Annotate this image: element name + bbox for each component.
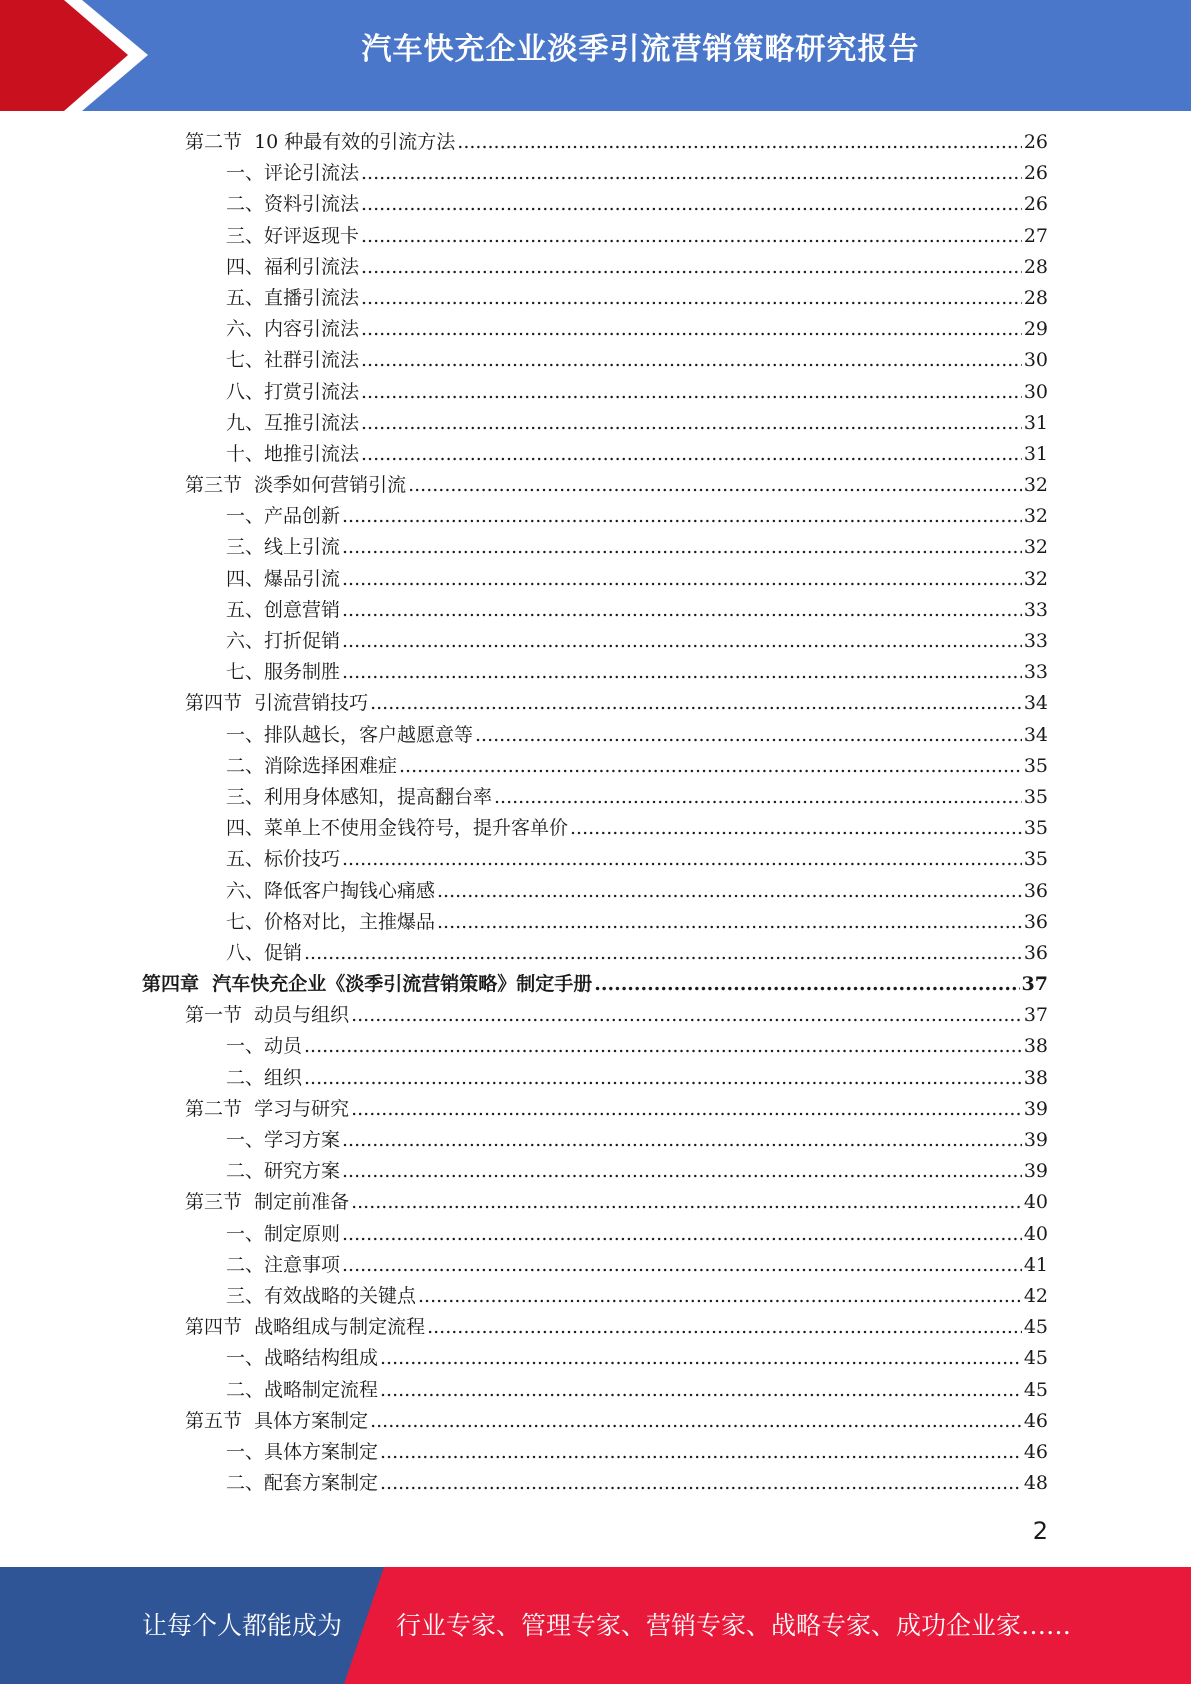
toc-leader-dots [304, 1067, 1022, 1089]
toc-entry-label: 二、战略制定流程 [226, 1378, 379, 1401]
toc-entry-page: 46 [1023, 1440, 1048, 1463]
toc-entry-page: 38 [1023, 1035, 1048, 1058]
toc-entry[interactable] [0, 283, 1048, 314]
toc-entry-page: 29 [1023, 318, 1048, 341]
toc-entry-page: 30 [1023, 349, 1048, 372]
toc-entry-page: 45 [1023, 1347, 1048, 1370]
footer-slogan-left: 让每个人都能成为 [142, 1611, 343, 1640]
toc-entry[interactable] [0, 1343, 1048, 1374]
toc-leader-dots [361, 287, 1022, 309]
toc-entry[interactable] [0, 189, 1048, 220]
toc-entry-label: 第一节 动员与组织 [185, 1004, 350, 1027]
toc-entry-label: 一、学习方案 [226, 1129, 341, 1151]
toc-entry-label: 八、促销 [226, 941, 303, 964]
toc-entry-label: 二、资料引流法 [226, 193, 360, 216]
toc-leader-dots [380, 1472, 1022, 1494]
toc-entry-label: 九、互推引流法 [226, 411, 360, 434]
toc-leader-dots [342, 848, 1022, 870]
toc-entry-page: 32 [1023, 474, 1048, 497]
toc-entry-page: 27 [1023, 224, 1048, 247]
toc-entry-label: 四、爆品引流 [226, 567, 341, 590]
toc-entry-page: 26 [1023, 131, 1048, 153]
toc-leader-dots [408, 474, 1022, 496]
toc-entry[interactable] [0, 782, 1048, 813]
toc-entry[interactable] [0, 1437, 1048, 1468]
toc-leader-dots [304, 1035, 1022, 1057]
toc-entry-page: 48 [1023, 1472, 1048, 1495]
toc-entry[interactable] [0, 813, 1048, 844]
toc-leader-dots [570, 817, 1022, 839]
toc-leader-dots [437, 911, 1022, 933]
toc-entry-label: 二、注意事项 [226, 1253, 341, 1276]
toc-entry[interactable] [0, 938, 1048, 969]
toc-entry-label: 十、地推引流法 [226, 442, 360, 465]
toc-entry-page: 40 [1023, 1222, 1048, 1245]
toc-entry[interactable] [0, 1156, 1048, 1187]
toc-entry[interactable] [0, 377, 1048, 408]
toc-entry[interactable] [0, 1187, 1048, 1218]
toc-leader-dots [418, 1285, 1022, 1307]
toc-leader-dots [361, 256, 1022, 278]
toc-entry[interactable] [0, 127, 1048, 158]
toc-entry-label: 三、有效战略的关键点 [226, 1284, 417, 1307]
toc-entry[interactable] [0, 1250, 1048, 1281]
toc-leader-dots [351, 1004, 1022, 1026]
toc-entry-label: 二、消除选择困难症 [226, 754, 398, 777]
toc-entry-page: 36 [1023, 910, 1048, 933]
toc-entry[interactable] [0, 1219, 1048, 1250]
toc-entry-label: 四、菜单上不使用金钱符号，提升客单价 [226, 817, 569, 840]
toc-entry-page: 32 [1023, 567, 1048, 590]
toc-leader-dots [342, 568, 1022, 590]
toc-entry-label: 一、动员 [226, 1035, 303, 1058]
toc-entry[interactable] [0, 1125, 1048, 1156]
toc-entry-label: 五、标价技巧 [226, 848, 341, 871]
toc-entry-page: 37 [1023, 1004, 1048, 1027]
toc-entry-label: 第五节 具体方案制定 [185, 1409, 369, 1432]
toc-leader-dots [342, 1160, 1022, 1182]
toc-entry[interactable] [0, 1000, 1048, 1031]
toc-leader-dots [594, 973, 1019, 995]
toc-leader-dots [361, 381, 1022, 403]
toc-leader-dots [351, 1191, 1022, 1213]
toc-entry-page: 35 [1023, 817, 1048, 840]
toc-entry[interactable] [0, 314, 1048, 345]
toc-leader-dots [370, 692, 1022, 714]
toc-entry[interactable] [0, 657, 1048, 688]
toc-entry[interactable] [0, 1468, 1048, 1499]
toc-entry-label: 六、内容引流法 [226, 318, 360, 341]
table-of-contents [0, 127, 1191, 1499]
toc-entry[interactable] [0, 564, 1048, 595]
page-footer [0, 1567, 1191, 1684]
toc-entry[interactable] [0, 1031, 1048, 1062]
toc-entry-label: 第四节 战略组成与制定流程 [185, 1316, 426, 1339]
toc-entry[interactable] [0, 688, 1048, 719]
toc-entry-label: 五、直播引流法 [226, 286, 360, 309]
toc-entry-page: 32 [1023, 536, 1048, 559]
toc-leader-dots [304, 942, 1022, 964]
toc-entry-page: 37 [1021, 973, 1048, 996]
toc-entry-page: 39 [1023, 1160, 1048, 1183]
toc-leader-dots [361, 193, 1022, 215]
toc-entry[interactable] [0, 345, 1048, 376]
toc-entry-label: 第二节 学习与研究 [185, 1097, 350, 1120]
toc-leader-dots [457, 131, 1022, 153]
toc-entry[interactable] [0, 1281, 1048, 1312]
toc-entry-page: 35 [1023, 848, 1048, 871]
toc-leader-dots [399, 755, 1022, 777]
toc-leader-dots [494, 786, 1022, 808]
toc-leader-dots [361, 349, 1022, 371]
toc-entry-page: 31 [1023, 411, 1048, 434]
toc-entry-label: 第四章 汽车快充企业《淡季引流营销策略》制定手册 [142, 973, 593, 996]
toc-entry-page: 31 [1023, 442, 1048, 465]
toc-leader-dots [342, 1223, 1022, 1245]
toc-entry-page: 38 [1023, 1066, 1048, 1089]
toc-entry-page: 26 [1023, 193, 1048, 216]
toc-entry-page: 28 [1023, 255, 1048, 278]
toc-leader-dots [361, 225, 1022, 247]
toc-entry[interactable] [0, 408, 1048, 439]
toc-entry-page: 26 [1023, 162, 1048, 185]
toc-entry[interactable] [0, 969, 1048, 1000]
toc-entry-page: 33 [1023, 598, 1048, 621]
toc-entry-label: 一、评论引流法 [226, 162, 360, 185]
toc-entry-label: 第二节 10 种最有效的引流方法 [185, 131, 456, 153]
toc-entry-page: 33 [1023, 661, 1048, 684]
toc-entry-page: 33 [1023, 630, 1048, 652]
toc-leader-dots [380, 1441, 1022, 1463]
toc-entry-label: 七、社群引流法 [226, 349, 360, 372]
header-title: 汽车快充企业淡季引流营销策略研究报告 [361, 32, 920, 67]
toc-entry-label: 三、利用身体感知，提高翻台率 [226, 785, 493, 808]
toc-entry-label: 四、福利引流法 [226, 255, 360, 278]
toc-leader-dots [361, 412, 1022, 434]
toc-leader-dots [351, 1098, 1022, 1120]
toc-entry[interactable] [0, 439, 1048, 470]
toc-entry-page: 45 [1023, 1378, 1048, 1401]
toc-entry-label: 第三节 制定前准备 [185, 1191, 350, 1214]
toc-entry-page: 42 [1023, 1284, 1048, 1307]
toc-leader-dots [342, 1129, 1022, 1151]
toc-entry-label: 一、排队越长，客户越愿意等 [226, 723, 474, 746]
toc-entry-label: 一、战略结构组成 [226, 1347, 379, 1370]
toc-leader-dots [361, 318, 1022, 340]
toc-leader-dots [380, 1347, 1022, 1369]
toc-entry-page: 35 [1023, 785, 1048, 808]
page-header [0, 0, 1191, 111]
toc-entry-label: 六、打折促销 [226, 630, 341, 652]
toc-entry-label: 五、创意营销 [226, 598, 341, 621]
toc-entry-label: 二、配套方案制定 [226, 1472, 379, 1495]
toc-entry[interactable] [0, 158, 1048, 189]
toc-entry[interactable] [0, 844, 1048, 875]
toc-entry-label: 七、价格对比，主推爆品 [226, 910, 436, 933]
toc-leader-dots [427, 1316, 1022, 1338]
toc-entry-label: 三、好评返现卡 [226, 224, 360, 247]
toc-entry-label: 二、研究方案 [226, 1160, 341, 1183]
toc-entry[interactable] [0, 720, 1048, 751]
toc-entry-label: 一、具体方案制定 [226, 1440, 379, 1463]
toc-entry-page: 28 [1023, 286, 1048, 309]
toc-entry-label: 三、线上引流 [226, 536, 341, 559]
toc-leader-dots [342, 630, 1022, 652]
toc-entry-label: 七、服务制胜 [226, 661, 341, 684]
footer-slogan-right: 行业专家、管理专家、营销专家、战略专家、成功企业家…… [396, 1611, 1072, 1640]
toc-leader-dots [342, 661, 1022, 683]
toc-entry-page: 34 [1023, 692, 1048, 715]
toc-entry-label: 一、制定原则 [226, 1222, 341, 1245]
toc-entry[interactable] [0, 626, 1048, 657]
toc-entry-page: 46 [1023, 1409, 1048, 1432]
toc-leader-dots [342, 505, 1022, 527]
toc-entry-page: 45 [1023, 1316, 1048, 1339]
toc-entry[interactable] [0, 595, 1048, 626]
toc-entry[interactable] [0, 1406, 1048, 1437]
page-number: 2 [1032, 1517, 1048, 1545]
toc-entry-label: 第四节 引流营销技巧 [185, 692, 369, 715]
toc-entry-label: 六、降低客户掏钱心痛感 [226, 879, 436, 902]
toc-entry-page: 32 [1023, 505, 1048, 528]
toc-entry-label: 一、产品创新 [226, 505, 341, 528]
toc-entry[interactable] [0, 907, 1048, 938]
toc-leader-dots [380, 1379, 1022, 1401]
toc-entry-page: 35 [1023, 754, 1048, 777]
toc-entry[interactable] [0, 252, 1048, 283]
toc-leader-dots [475, 724, 1022, 746]
toc-leader-dots [361, 443, 1022, 465]
toc-entry[interactable] [0, 501, 1048, 532]
toc-entry-label: 八、打赏引流法 [226, 380, 360, 403]
toc-entry[interactable] [0, 876, 1048, 907]
toc-entry[interactable] [0, 1063, 1048, 1094]
toc-entry-label: 第三节 淡季如何营销引流 [185, 474, 407, 497]
toc-entry[interactable] [0, 751, 1048, 782]
toc-entry-page: 30 [1023, 380, 1048, 403]
toc-entry-page: 36 [1023, 879, 1048, 902]
toc-leader-dots [361, 162, 1022, 184]
toc-entry-page: 34 [1023, 723, 1048, 746]
toc-leader-dots [437, 880, 1022, 902]
toc-entry-page: 39 [1023, 1097, 1048, 1120]
toc-leader-dots [342, 1254, 1022, 1276]
toc-leader-dots [342, 536, 1022, 558]
toc-entry[interactable] [0, 1094, 1048, 1125]
toc-entry-page: 36 [1023, 941, 1048, 964]
toc-leader-dots [342, 599, 1022, 621]
toc-entry-page: 41 [1023, 1253, 1048, 1276]
toc-entry-label: 二、组织 [226, 1066, 303, 1089]
toc-leader-dots [370, 1410, 1022, 1432]
toc-entry[interactable] [0, 470, 1048, 501]
toc-entry[interactable] [0, 532, 1048, 563]
toc-entry-page: 40 [1023, 1191, 1048, 1214]
toc-entry[interactable] [0, 1375, 1048, 1406]
toc-entry[interactable] [0, 221, 1048, 252]
toc-entry-page: 39 [1023, 1129, 1048, 1151]
toc-entry[interactable] [0, 1312, 1048, 1343]
